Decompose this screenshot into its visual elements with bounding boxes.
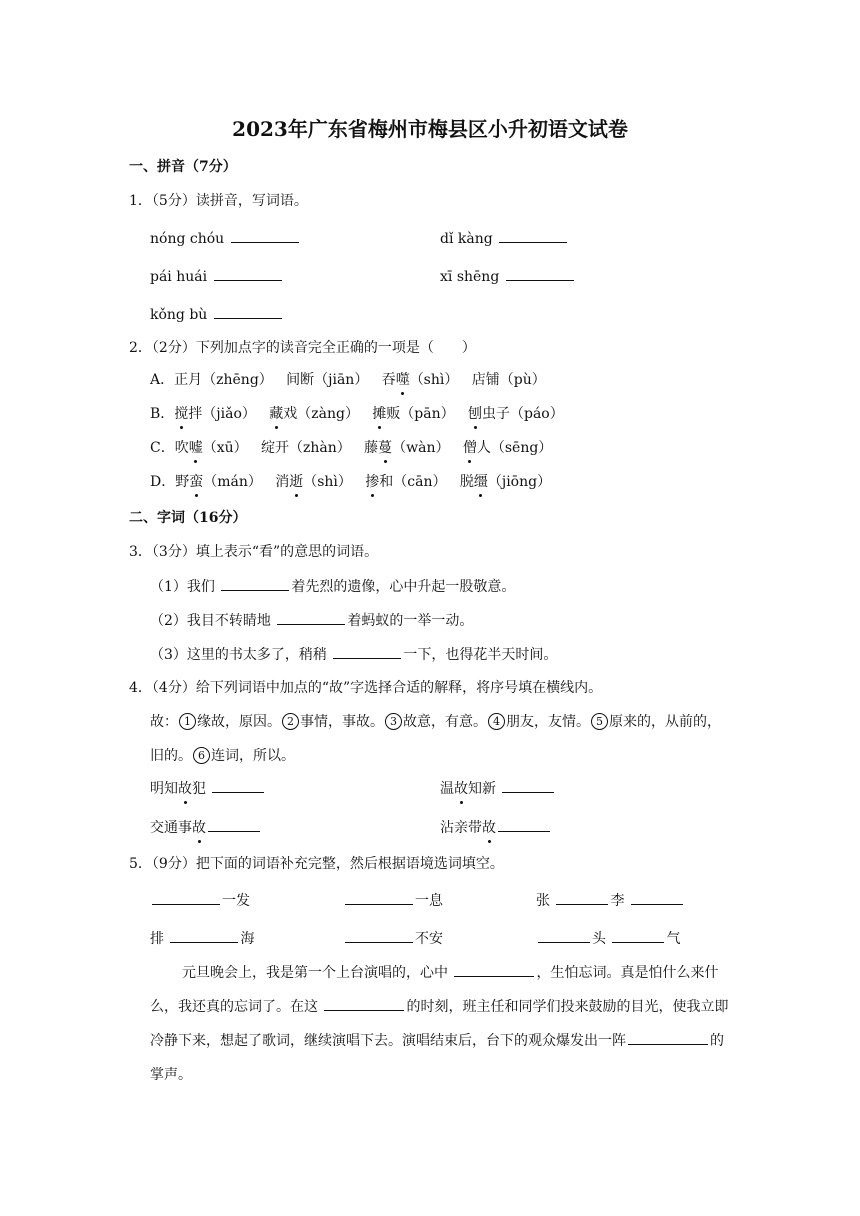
answer-blank[interactable]	[345, 890, 413, 905]
option-word: 戏（zàng）	[283, 406, 359, 422]
option-pinyin: （shì）	[303, 474, 352, 490]
circled-number: 6	[193, 747, 210, 764]
word-text: 李	[610, 893, 629, 909]
dotted-char: 藏	[269, 406, 284, 422]
circled-number: 3	[385, 713, 402, 730]
option-word: 人（sēng）	[476, 440, 553, 456]
option-word: 拌（jiǎo）	[188, 406, 256, 422]
dotted-char: 蛮	[189, 474, 204, 490]
q4-word-2	[440, 778, 556, 799]
option-word: 贩（pān）	[386, 406, 455, 422]
option-pinyin: （jiōng）	[487, 474, 552, 490]
dotted-char: 故	[178, 781, 192, 797]
passage-text: ，生怕忘词。真是怕什么来什么，我还真的忘词了。在这	[150, 965, 719, 1015]
answer-blank[interactable]	[277, 610, 345, 625]
q4-word-1	[150, 778, 266, 799]
answer-blank[interactable]	[556, 890, 608, 905]
option-word: 野	[175, 474, 190, 490]
option-pinyin: （shì）	[409, 372, 459, 388]
dotted-char: 故	[482, 820, 496, 836]
question-2-stem: 2．（2分）下列加点字的读音完全正确的一项是（ ）	[129, 340, 476, 356]
q1-item-3	[150, 266, 284, 287]
pinyin-text: nóng chóu	[150, 231, 225, 247]
option-word: 和（cān）	[379, 474, 447, 490]
explanation-text: 原来的，从前的，旧的。	[150, 714, 721, 764]
option-label: B．	[150, 406, 175, 422]
option-pinyin: （mán）	[203, 474, 262, 490]
option-word: 脱	[459, 474, 474, 490]
answer-blank[interactable]	[499, 228, 567, 243]
option-c[interactable]	[150, 438, 552, 458]
option-word: 吞	[381, 372, 396, 388]
dotted-char: 故	[192, 820, 206, 836]
answer-blank[interactable]	[612, 928, 664, 943]
option-word: 正月（zhēng）	[174, 372, 273, 388]
dotted-char: 掺	[365, 474, 380, 490]
explanation-text: 故意，有意。	[403, 714, 487, 730]
circled-number: 1	[179, 713, 196, 730]
option-b[interactable]	[150, 404, 564, 424]
option-pinyin: （xū）	[202, 440, 248, 456]
option-d[interactable]	[150, 472, 551, 492]
answer-blank[interactable]	[152, 890, 220, 905]
option-label: D．	[150, 474, 176, 490]
sentence-text: （3）这里的书太多了，稍稍	[150, 647, 332, 663]
answer-blank[interactable]	[538, 928, 590, 943]
word-text: 气	[666, 931, 681, 947]
answer-blank[interactable]	[506, 266, 574, 281]
option-word: 店铺（pù）	[471, 372, 546, 388]
dotted-char: 逝	[289, 474, 304, 490]
q5-passage	[150, 956, 730, 1092]
sentence-text: 着先烈的遗像，心中升起一股敬意。	[291, 579, 516, 595]
word-text: 头	[592, 931, 611, 947]
question-1-stem: 1．（5分）读拼音，写词语。	[129, 193, 308, 209]
explanation-text: 事情，事故。	[300, 714, 384, 730]
word-text: 沾亲带	[440, 820, 482, 836]
answer-blank[interactable]	[214, 304, 282, 319]
dotted-char: 刨	[468, 406, 482, 422]
option-word: 绽开（zhàn）	[261, 440, 351, 456]
dotted-char: 缰	[473, 474, 488, 490]
option-word: 间断（jiān）	[286, 372, 369, 388]
q5-word-2	[343, 890, 443, 911]
circled-number: 5	[591, 713, 608, 730]
q4-word-4	[440, 817, 552, 838]
word-text: 海	[240, 931, 255, 947]
question-3-stem: 3．（3分）填上表示“看”的意思的词语。	[129, 544, 379, 560]
answer-blank[interactable]	[324, 996, 404, 1011]
q5-word-5	[343, 928, 443, 949]
q1-item-4	[440, 266, 576, 287]
word-text: 交通事	[150, 820, 192, 836]
q3-line-2	[150, 610, 473, 631]
sentence-text: （1）我们	[150, 579, 220, 595]
option-label: C．	[150, 440, 175, 456]
q5-word-1	[150, 890, 250, 911]
answer-blank[interactable]	[345, 928, 413, 943]
answer-blank[interactable]	[221, 576, 289, 591]
q5-word-3	[536, 890, 685, 911]
answer-blank[interactable]	[214, 266, 282, 281]
circled-number: 2	[282, 713, 299, 730]
circled-number: 4	[488, 713, 505, 730]
question-4-stem: 4．（4分）给下列词语中加点的“故”字选择合适的解释，将序号填在横线内。	[129, 680, 603, 696]
explanation-lead: 故：	[150, 714, 178, 730]
dotted-char: 嘘	[188, 440, 203, 456]
page-title: 2023年广东省梅州市梅县区小升初语文试卷	[232, 117, 628, 141]
word-text: 知新	[468, 781, 496, 797]
explanation-text: 连词，所以。	[211, 748, 295, 764]
word-text: 明知	[150, 781, 178, 797]
word-text: 张	[536, 893, 555, 909]
answer-blank[interactable]	[231, 228, 299, 243]
sentence-text: （2）我目不转睛地	[150, 613, 276, 629]
word-text: 不安	[415, 931, 443, 947]
q5-word-4	[150, 928, 254, 949]
section-heading-words: 二、字词（16分）	[129, 510, 247, 526]
option-word: 虫子（páo）	[482, 406, 564, 422]
word-text: 温	[440, 781, 454, 797]
q3-line-1	[150, 576, 515, 597]
sentence-text: 一下，也得花半天时间。	[403, 647, 558, 663]
q1-item-5	[150, 304, 284, 325]
dotted-char: 蔓	[378, 440, 393, 456]
option-a[interactable]	[150, 370, 546, 390]
word-text: 一发	[222, 893, 250, 909]
q4-word-3	[150, 817, 262, 838]
question-5-stem: 5．（9分）把下面的词语补充完整，然后根据语境选词填空。	[129, 856, 504, 872]
q5-word-6	[536, 928, 680, 949]
pinyin-text: xī shēng	[440, 269, 500, 285]
answer-blank[interactable]	[454, 962, 534, 977]
answer-blank[interactable]	[170, 928, 238, 943]
word-text: 一息	[415, 893, 443, 909]
answer-blank[interactable]	[333, 644, 401, 659]
section-heading-pinyin: 一、拼音（7分）	[129, 159, 237, 175]
option-label: A．	[150, 372, 175, 388]
answer-blank[interactable]	[628, 1030, 708, 1045]
pinyin-text: kǒng bù	[150, 307, 208, 323]
explanation-text: 缘故，原因。	[197, 714, 281, 730]
dotted-char: 故	[454, 781, 468, 797]
passage-text: 元旦晚会上，我是第一个上台演唱的，心中	[182, 965, 453, 981]
sentence-text: 着蚂蚁的一举一动。	[347, 613, 474, 629]
pinyin-text: dǐ kàng	[440, 231, 493, 247]
passage-text: 的掌声。	[150, 1033, 724, 1083]
option-word: 藤	[364, 440, 379, 456]
pinyin-text: pái huái	[150, 269, 208, 285]
dotted-char: 僧	[462, 440, 477, 456]
word-text: 犯	[192, 781, 206, 797]
option-pinyin: （wàn）	[392, 440, 450, 456]
q4-explanations	[150, 705, 730, 773]
word-text: 排	[150, 931, 169, 947]
q3-line-3	[150, 644, 557, 665]
dotted-char: 噬	[395, 372, 410, 388]
q1-item-1	[150, 228, 301, 249]
answer-blank[interactable]	[208, 817, 260, 832]
answer-blank[interactable]	[212, 778, 264, 793]
answer-blank[interactable]	[498, 817, 550, 832]
dotted-char: 搅	[174, 406, 189, 422]
option-word: 吹	[174, 440, 189, 456]
q1-item-2	[440, 228, 569, 249]
answer-blank[interactable]	[631, 890, 683, 905]
explanation-text: 朋友，友情。	[506, 714, 590, 730]
dotted-char: 摊	[372, 406, 387, 422]
answer-blank[interactable]	[502, 778, 554, 793]
passage-text: 的时刻，班主任和同学们投来鼓励的目光，使我立即冷静下来，想起了歌词，继续演唱下去。演唱结束后，台下的观众爆发出一阵	[150, 999, 729, 1049]
option-word: 消	[275, 474, 290, 490]
